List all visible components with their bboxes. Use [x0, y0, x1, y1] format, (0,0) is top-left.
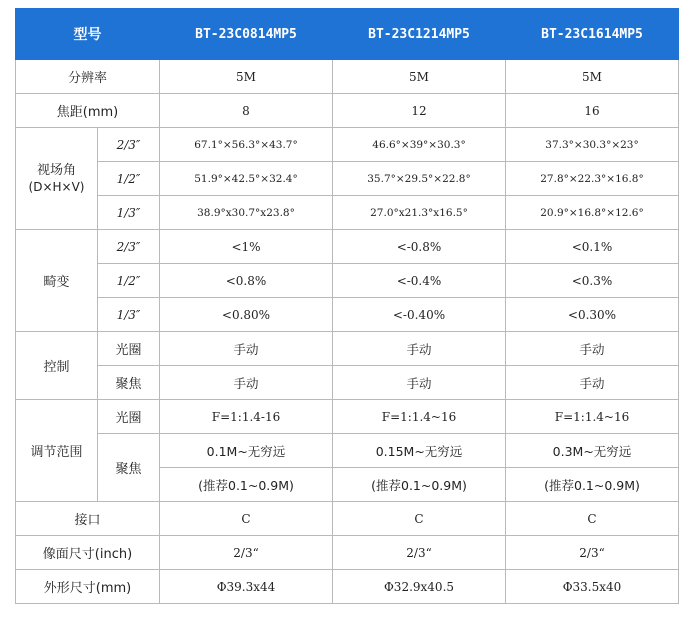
aperture-range-value: F=1:1.4-16: [160, 400, 333, 434]
sensor-size: 1/2″: [98, 264, 160, 298]
dimensions-value: Φ39.3x44: [160, 570, 333, 604]
focal-length-value: 16: [506, 94, 679, 128]
sensor-size: 1/2″: [98, 162, 160, 196]
resolution-value: 5M: [506, 60, 679, 94]
fov-value: 27.8°×22.3°×16.8°: [506, 162, 679, 196]
fov-value: 67.1°×56.3°×43.7°: [160, 128, 333, 162]
focal-length-value: 8: [160, 94, 333, 128]
resolution-value: 5M: [160, 60, 333, 94]
focal-length-value: 12: [333, 94, 506, 128]
model-header-2: BT-23C1214MP5: [333, 9, 506, 60]
distortion-value: <0.80%: [160, 298, 333, 332]
fov-label: [16, 128, 98, 230]
control-label: 控制: [16, 332, 98, 400]
focus-recommend-value: (推荐0.1~0.9M): [160, 468, 333, 502]
fov-value: 38.9°x30.7°x23.8°: [160, 196, 333, 230]
table-row: [16, 264, 679, 298]
control-item: 聚焦: [98, 366, 160, 400]
image-size-value: 2/3“: [506, 536, 679, 570]
distortion-value: <1%: [160, 230, 333, 264]
sensor-size: 1/3″: [98, 196, 160, 230]
distortion-value: <-0.8%: [333, 230, 506, 264]
table-row: [16, 298, 679, 332]
spec-table: [15, 8, 679, 604]
table-row: [16, 434, 679, 468]
fov-value: 27.0°x21.3°x16.5°: [333, 196, 506, 230]
table-row: [16, 128, 679, 162]
fov-value: 35.7°×29.5°×22.8°: [333, 162, 506, 196]
table-row: [16, 400, 679, 434]
aperture-range-value: F=1:1.4~16: [333, 400, 506, 434]
focus-range-value: 0.1M~无穷远: [160, 434, 333, 468]
image-size-label: 像面尺寸(inch): [16, 536, 160, 570]
header-row: [16, 9, 679, 60]
fov-value: 51.9°×42.5°×32.4°: [160, 162, 333, 196]
control-value: 手动: [333, 366, 506, 400]
focal-length-label: 焦距(mm): [16, 94, 160, 128]
distortion-label: 畸变: [16, 230, 98, 332]
dimensions-value: Φ33.5x40: [506, 570, 679, 604]
dimensions-label: 外形尺寸(mm): [16, 570, 160, 604]
fov-label-line2: (D×H×V): [28, 179, 85, 194]
fov-label-line1: 视场角: [36, 162, 76, 178]
aperture-range-value: F=1:1.4~16: [506, 400, 679, 434]
focus-range-value: 0.3M~无穷远: [506, 434, 679, 468]
image-size-value: 2/3“: [160, 536, 333, 570]
dimensions-value: Φ32.9x40.5: [333, 570, 506, 604]
focus-recommend-value: (推荐0.1~0.9M): [506, 468, 679, 502]
distortion-value: <-0.40%: [333, 298, 506, 332]
table-row: [16, 162, 679, 196]
distortion-value: <-0.4%: [333, 264, 506, 298]
focus-range-value: 0.15M~无穷远: [333, 434, 506, 468]
table-row: [16, 332, 679, 366]
distortion-value: <0.8%: [160, 264, 333, 298]
table-row: [16, 94, 679, 128]
model-header-label: 型号: [16, 9, 160, 60]
model-header-3: BT-23C1614MP5: [506, 9, 679, 60]
adjust-focus-item: 聚焦: [98, 434, 160, 502]
control-value: 手动: [506, 366, 679, 400]
resolution-label: 分辨率: [16, 60, 160, 94]
fov-value: 37.3°×30.3°×23°: [506, 128, 679, 162]
table-row: [16, 60, 679, 94]
distortion-value: <0.30%: [506, 298, 679, 332]
table-row: [16, 570, 679, 604]
mount-value: C: [160, 502, 333, 536]
sensor-size: 1/3″: [98, 298, 160, 332]
adjust-aperture-item: 光圈: [98, 400, 160, 434]
image-size-value: 2/3“: [333, 536, 506, 570]
adjust-range-label: 调节范围: [16, 400, 98, 502]
sensor-size: 2/3″: [98, 230, 160, 264]
fov-value: 20.9°×16.8°×12.6°: [506, 196, 679, 230]
control-item: 光圈: [98, 332, 160, 366]
control-value: 手动: [506, 332, 679, 366]
table-row: [16, 196, 679, 230]
table-row: [16, 502, 679, 536]
mount-value: C: [333, 502, 506, 536]
fov-value: 46.6°×39°×30.3°: [333, 128, 506, 162]
table-row: [16, 230, 679, 264]
resolution-value: 5M: [333, 60, 506, 94]
focus-recommend-value: (推荐0.1~0.9M): [333, 468, 506, 502]
sensor-size: 2/3″: [98, 128, 160, 162]
mount-value: C: [506, 502, 679, 536]
control-value: 手动: [160, 366, 333, 400]
distortion-value: <0.1%: [506, 230, 679, 264]
table-row: [16, 536, 679, 570]
control-value: 手动: [333, 332, 506, 366]
distortion-value: <0.3%: [506, 264, 679, 298]
control-value: 手动: [160, 332, 333, 366]
mount-label: 接口: [16, 502, 160, 536]
table-row: [16, 366, 679, 400]
model-header-1: BT-23C0814MP5: [160, 9, 333, 60]
